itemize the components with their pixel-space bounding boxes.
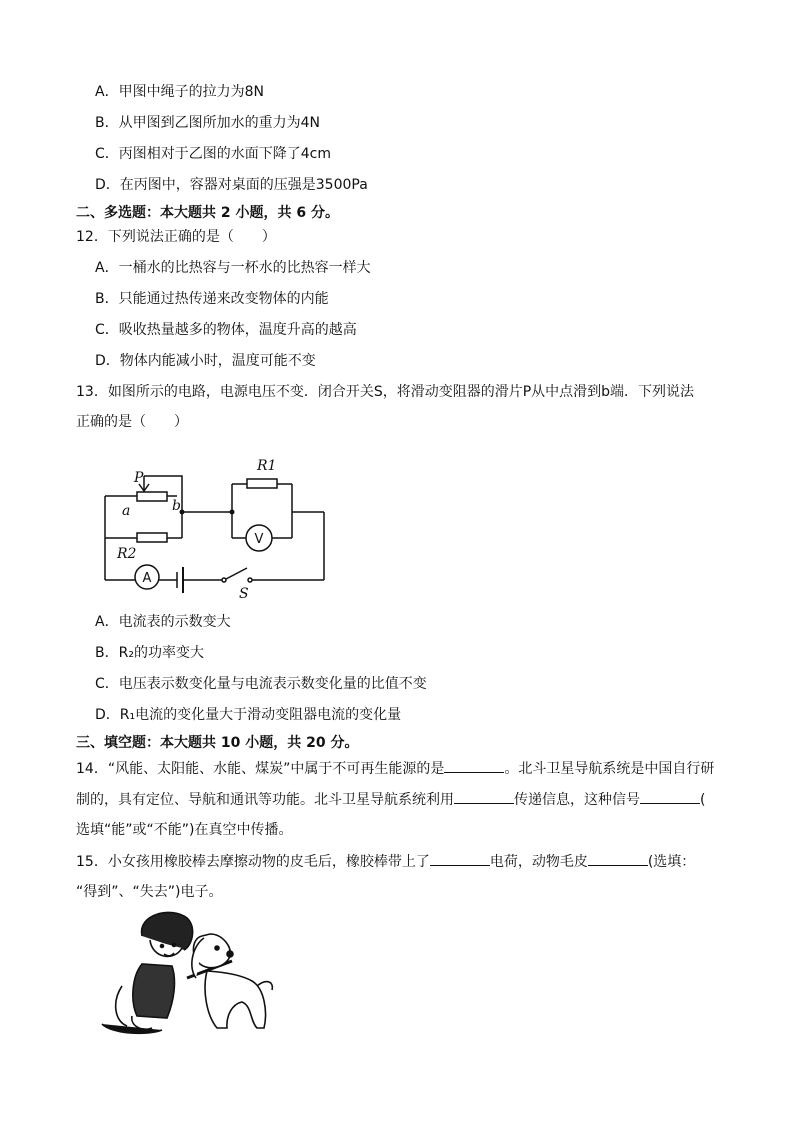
q13-option-b: B．R₂的功率变大: [95, 645, 204, 661]
label-voltmeter: V: [254, 532, 264, 547]
q14-line1: [76, 758, 714, 779]
q14-blank-3: [640, 789, 700, 804]
label-ammeter: A: [142, 571, 152, 586]
q15-text-1a: 15．小女孩用橡胶棒去摩擦动物的皮毛后，橡胶棒带上了: [76, 854, 430, 870]
q15-blank-1: [430, 851, 490, 866]
q13-option-a: A．电流表的示数变大: [95, 614, 231, 630]
q14-line2: [76, 789, 705, 810]
label-s: S: [239, 586, 249, 598]
q12-option-a: A．一桶水的比热容与一杯水的比热容一样大: [95, 260, 371, 276]
q13-stem-line1: 13．如图所示的电路，电源电压不变．闭合开关S，将滑动变阻器的滑片P从中点滑到b端．下列说法: [76, 384, 695, 400]
q11-option-b: B．从甲图到乙图所加水的重力为4N: [95, 115, 320, 131]
q14-blank-2: [454, 789, 514, 804]
q12-option-c: C．吸收热量越多的物体，温度升高的越高: [95, 322, 357, 338]
q15-line2: “得到”、“失去”)电子。: [76, 884, 223, 900]
q14-line3: 选填“能”或“不能”)在真空中传播。: [76, 822, 293, 838]
girl-and-dog-illustration: [92, 906, 277, 1041]
circuit-diagram: [92, 448, 332, 598]
q14-blank-1: [444, 758, 504, 773]
label-b: b: [172, 498, 181, 514]
rheostat-resistor: [137, 492, 167, 501]
label-a: a: [122, 503, 131, 519]
label-p: P: [134, 470, 144, 486]
section-2-title: 二、多选题：本大题共 2 小题，共 6 分。: [76, 205, 339, 221]
q15-blank-2: [588, 851, 648, 866]
section-3-title: 三、填空题：本大题共 10 小题，共 20 分。: [76, 735, 359, 751]
q15-text-1b: 电荷，动物毛皮: [489, 854, 588, 870]
q14-text-1b: 。北斗卫星导航系统是中国自行研: [504, 761, 715, 777]
q12-stem: 12．下列说法正确的是（ ）: [76, 229, 276, 245]
q14-text-2b: 传递信息，这种信号: [514, 792, 640, 808]
q14-text-1a: 14．“风能、太阳能、水能、煤炭”中属于不可再生能源的是: [76, 761, 445, 777]
q12-option-b: B．只能通过热传递来改变物体的内能: [95, 291, 329, 307]
q13-option-c: C．电压表示数变化量与电流表示数变化量的比值不变: [95, 676, 427, 692]
q13-stem-line2: 正确的是（ ）: [76, 414, 188, 430]
resistor-r1: [247, 479, 277, 488]
q12-option-d: D．物体内能减小时，温度可能不变: [95, 353, 316, 369]
q11-option-a: A．甲图中绳子的拉力为8N: [95, 84, 264, 100]
q11-option-c: C．丙图相对于乙图的水面下降了4cm: [95, 146, 332, 162]
q14-text-2c: (: [700, 792, 706, 808]
label-r1: R1: [257, 458, 277, 474]
q15-text-1c: (选填：: [647, 854, 696, 870]
label-r2: R2: [117, 546, 137, 562]
q11-option-d: D．在丙图中，容器对桌面的压强是3500Pa: [95, 177, 368, 193]
q15-line1: [76, 851, 695, 872]
resistor-r2: [137, 533, 167, 542]
q13-option-d: D．R₁电流的变化量大于滑动变阻器电流的变化量: [95, 707, 402, 723]
q14-text-2a: 制的，具有定位、导航和通讯等功能。北斗卫星导航系统利用: [76, 792, 454, 808]
